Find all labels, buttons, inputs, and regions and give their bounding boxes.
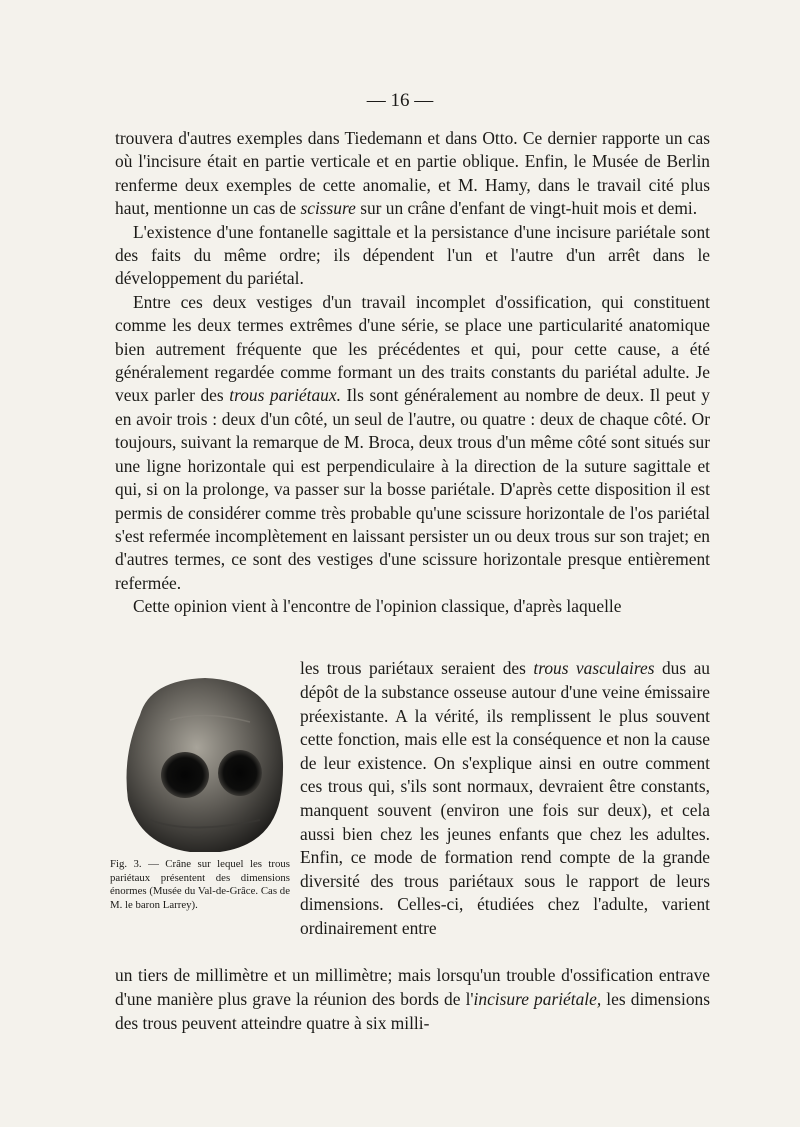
- body-text-top: [115, 127, 710, 619]
- emphasis-trous-vasculaires: trous vasculaires: [533, 658, 655, 679]
- emphasis-incisure-parietale: incisure pariétale,: [473, 989, 602, 1010]
- left-parietal-hole: [161, 752, 209, 798]
- paragraph-4-continued: un tiers de millimètre et un millimètre; mais lorsqu'un trouble d'ossification entrave d'une manière plus grave la réunion des bords de l'incisure pariétale, les dimensions des trous peuvent atteindre quatre à six milli-: [115, 965, 710, 1033]
- caption-text: — Crâne sur lequel les trous pariétaux présentent des dimensions énormes (Musée du Val-de-Grâce. Cas de M. le baron Larrey).: [110, 858, 290, 911]
- wrapped-text-column: [300, 640, 710, 958]
- paragraph-4-wrap: les trous pariétaux seraient des trous vasculaires dus au dépôt de la substance osseuse autour d'une veine émissaire préexistante. A la vérité, ils remplissent le plus souvent cette fonction, mais elle est la conséquence et non la cause de leur existence. On s'explique ainsi en outre comment ces trous qui, s'ils sont normaux, devraient être constants, manquent souvent (environ une fois sur deux), et cela aussi bien chez les jeunes enfants que chez les adultes. Enfin, ce mode de formation rend compte de la grande diversité des trous pariétaux sous le rapport de leurs dimensions. Celles-ci, étudiées chez l'adulte, varient ordinairement entre: [300, 658, 710, 938]
- paragraph-4-first-line: Cette opinion vient à l'encontre de l'opinion classique, d'après laquelle: [133, 596, 622, 617]
- paragraph-1: trouvera d'autres exemples dans Tiedemann et dans Otto. Ce dernier rapporte un cas où l'incisure était en partie verticale et en partie oblique. Enfin, le Musée de Berlin renferme deux exemples de cette anomalie, et M. Hamy, dans le travail cité plus haut, mentionne un cas de scissure sur un crâne d'enfant de vingt-huit mois et demi.: [115, 128, 710, 219]
- emphasis-scissure: scissure: [300, 198, 356, 219]
- body-text-bottom: [115, 947, 710, 1053]
- page-number: — 16 —: [366, 90, 434, 111]
- paragraph-2: L'existence d'une fontanelle sagittale et la persistance d'une incisure pariétale sont des faits du même ordre; ils dépendent l'un et l'autre d'un arrêt dans le développement du pariétal.: [115, 221, 710, 289]
- caption-label: Fig. 3.: [110, 858, 142, 870]
- paragraph-3: Entre ces deux vestiges d'un travail incomplet d'ossification, qui constituent comme les deux termes extrêmes d'une série, se place une particularité anatomique bien autrement fréquente que les précédentes et qui, pour cette cause, a été généralement regardée comme formant un des traits constants du pariétal adulte. Je veux parler des trous pariétaux. Ils sont généralement au nombre de deux. Il peut y en avoir trois : deux d'un côté, un seul de l'autre, ou quatre : deux de chaque côté. Or toujours, suivant la remarque de M. Broca, deux trous d'un même côté sont situés sur une ligne horizontale qui est perpendiculaire à la direction de la suture sagittale et qui, si on la prolonge, va passer sur la bosse pariétale. D'après cette disposition il est permis de considérer comme très probable qu'une scissure horizontale de l'os pariétal s'est refermée incomplètement en laissant persister un ou deux trous sur son trajet; en d'autres termes, ce sont des vestiges d'une scissure horizontale presque entièrement refermée.: [115, 291, 710, 593]
- skull-illustration: [110, 660, 298, 860]
- figure-3: [110, 660, 298, 950]
- figure-caption: [110, 858, 290, 912]
- emphasis-trous-parietaux: trous pariétaux.: [229, 385, 341, 406]
- right-parietal-hole: [218, 750, 262, 796]
